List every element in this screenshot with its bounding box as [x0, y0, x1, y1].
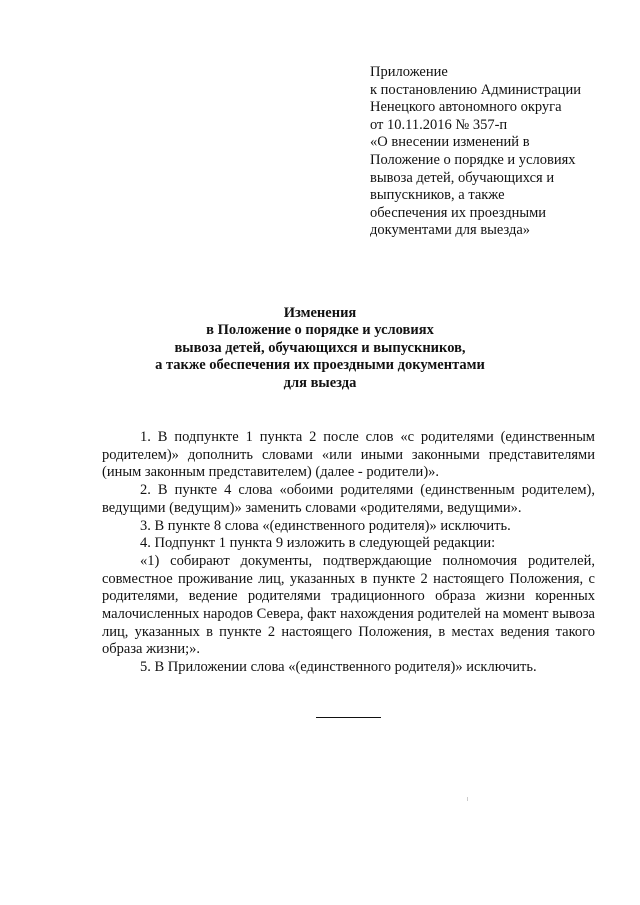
paragraph-5: 5. В Приложении слова «(единственного родителя)» исключить. — [140, 659, 537, 676]
title-line: вывоза детей, обучающихся и выпускников, — [174, 339, 466, 356]
appendix-line: Положение о порядке и условиях — [370, 151, 576, 168]
appendix-line: документами для выезда» — [370, 222, 531, 239]
title-line: для выезда — [283, 374, 357, 391]
end-separator — [316, 717, 381, 718]
paragraph-3: 3. В пункте 8 слова «(единственного родителя)» исключить. — [140, 517, 511, 534]
appendix-line: к постановлению Администрации — [370, 81, 581, 98]
appendix-line: обеспечения их проездными — [370, 204, 547, 221]
title-line: в Положение о порядке и условиях — [206, 322, 434, 339]
scan-speck — [467, 797, 468, 801]
appendix-line: выпускников, а также — [370, 187, 505, 204]
appendix-header — [370, 64, 632, 240]
document-title — [100, 305, 540, 392]
appendix-line: Приложение — [370, 64, 448, 80]
paragraph-4: 4. Подпункт 1 пункта 9 изложить в следующей редакции: — [140, 535, 496, 552]
appendix-line: «О внесении изменений в — [370, 134, 530, 151]
title-line: а также обеспечения их проездными документами — [155, 357, 485, 374]
paragraph-quote: «1) собирают документы, подтверждающие полномочия родителей, совместное проживание лиц, указанных в пункте 2 настоящего Положения, с родителями, ведение родителями традиционного образа жизни коренных малочисленных народов Севера, факт нахождения родителей на момент вывоза лиц, указанных в пункте 2 настоящего Положения, в местах ведения такого образа жизни;». — [102, 552, 595, 658]
title-line: Изменения — [283, 305, 357, 321]
paragraph-1: 1. В подпункте 1 пункта 2 после слов «с родителями (единственным родителем)» дополнить словами «или иными законными представителями (иным законным представителем) (далее - родители)». — [102, 429, 595, 481]
appendix-line: Ненецкого автономного округа — [370, 99, 562, 116]
paragraph-2: 2. В пункте 4 слова «обоими родителями (единственным родителем), ведущими (ведущим)» заменить словами «родителями, ведущими». — [102, 482, 595, 516]
document-body — [102, 429, 595, 677]
appendix-line: вывоза детей, обучающихся и — [370, 169, 555, 186]
appendix-line: от 10.11.2016 № 357-п — [370, 116, 508, 133]
